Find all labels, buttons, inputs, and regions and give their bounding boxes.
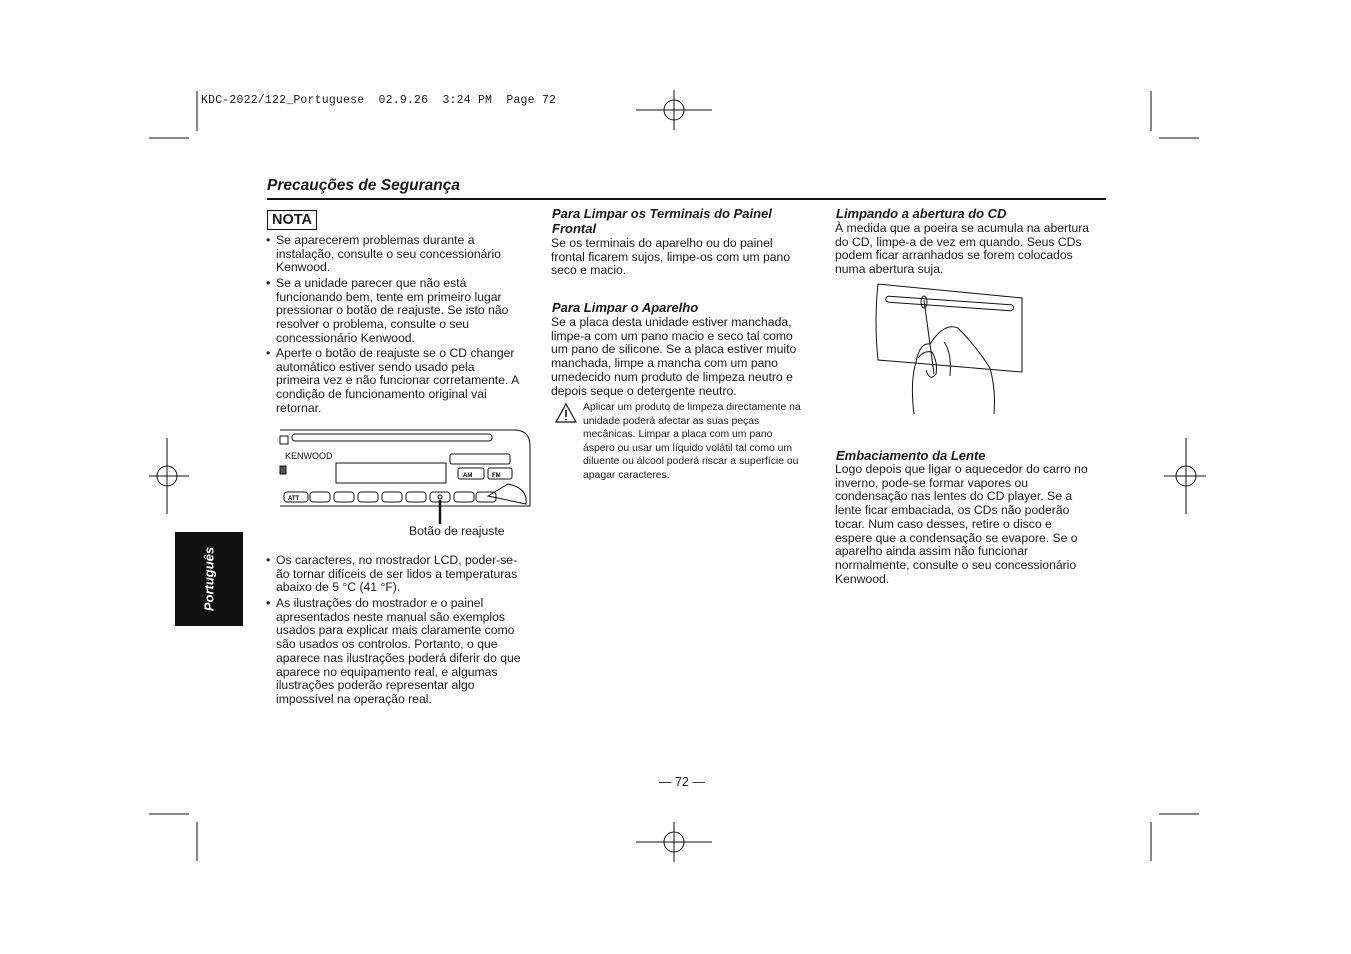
title-rule xyxy=(267,198,1106,200)
nota-bullet: • Aperte o botão de reajuste se o CD changer automático estiver sendo usado pela primeira vez e não funcionar corretamente. A condição de funcionamento original vai retornar. xyxy=(266,346,520,415)
section-body-cd-slot: À medida que a poeira se acumula na abertura do CD, limpe-a de vez em quando. Seus CDs podem ficar arranhados se forem colocados numa abertura suja. xyxy=(835,221,1090,277)
language-tab xyxy=(175,532,243,626)
section-heading-unit: Para Limpar o Aparelho xyxy=(552,300,699,315)
cd-slot-cleaning-illustration xyxy=(872,282,1027,417)
warning-icon xyxy=(554,402,578,424)
figure-caption-reset-button: Botão de reajuste xyxy=(409,524,505,538)
language-tab-label: Português xyxy=(201,546,217,612)
nota-bullet: • Os caracteres, no mostrador LCD, poder-se- ão tornar difíceis de ser lidos a temperaturas abaixo de 5 °C (41 °F). xyxy=(266,553,518,595)
brand-logo: KENWOOD xyxy=(285,451,333,461)
section-body-lens: Logo depois que ligar o aquecedor do carro no inverno, pode-se formar vapores ou condensação nas lentes do CD player. Se a lente ficar embaciada, os CDs não poderão tocar. Num caso desses, retire o disco e espere que a condensação se evapore. Se o aparelho ainda assim não funcionar normalmente, consulte o seu concessionário Kenwood. xyxy=(835,462,1088,586)
section-body-terminals: Se os terminais do aparelho ou do painel frontal ficarem sujos, limpe-os com um pano seco e macio. xyxy=(551,236,791,278)
nota-bullet: • Se a unidade parecer que não está funcionando bem, tente em primeiro lugar pressionar o botão de reajuste. Se isto não resolver o problema, consulte o seu concessionário Kenwood. xyxy=(266,276,509,345)
nota-bullet: • As ilustrações do mostrador e o painel apresentados neste manual são exemplos usados para explicar mais claramente como são usados os controlos. Portanto, o que aparece nas ilustrações poderá diferir do que aparece no equipamento real, e algumas ilustrações poderão representar algo impossível na operação real. xyxy=(266,596,521,706)
section-heading-cd-slot: Limpando a abertura do CD xyxy=(836,206,1007,221)
am-button-label: AM xyxy=(463,473,473,479)
att-button-label: ATT xyxy=(288,496,300,502)
print-header: KDC-2022/122_Portuguese 02.9.26 3:24 PM Page 72 xyxy=(201,94,557,107)
page-number: — 72 — xyxy=(659,775,705,789)
page-title: Precauções de Segurança xyxy=(267,177,460,194)
section-body-unit: Se a placa desta unidade estiver manchada, limpe-a com um pano macio e seco tal como um pano de silicone. Se a placa estiver muito manchada, limpe a mancha com um pano umedecido num produto de limpeza neutro e depois seque o detergente neutro. xyxy=(551,315,797,398)
fm-button-label: FM xyxy=(492,473,501,479)
nota-label: NOTA xyxy=(267,210,317,230)
section-heading-lens: Embaciamento da Lente xyxy=(836,448,986,463)
warning-text: Aplicar um produto de limpeza directamente na unidade poderá afectar as suas peças mecânicas. Limpar a placa com um pano áspero ou usar um líquido volátil tal como um diluente ou álcool poderá riscar a superfície ou apagar caracteres. xyxy=(583,402,801,481)
nota-bullet: • Se aparecerem problemas durante a instalação, consulte o seu concessionário Kenwood. xyxy=(266,233,501,275)
car-stereo-illustration xyxy=(278,426,534,526)
section-heading-terminals: Para Limpar os Terminais do Painel Frontal xyxy=(552,206,772,236)
